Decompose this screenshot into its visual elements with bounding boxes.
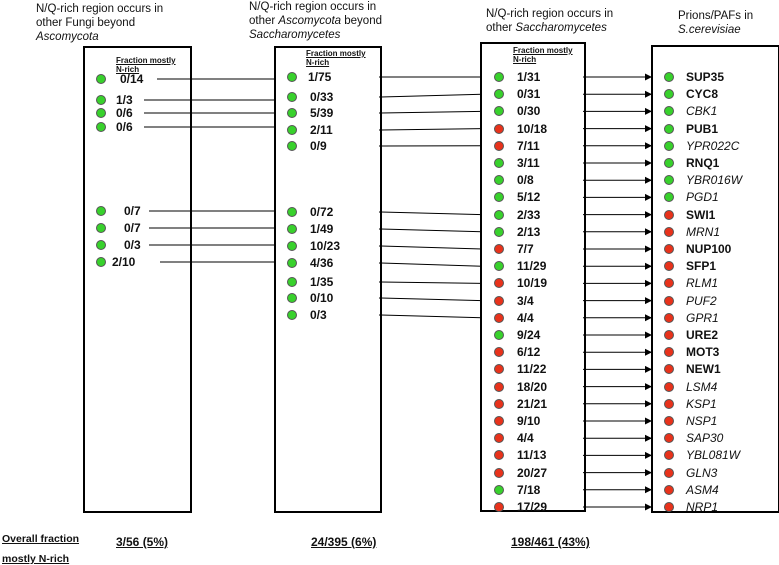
gene-name: RLM1: [686, 276, 719, 291]
col2-header-line1: N/Q-rich region occurs in: [249, 1, 377, 13]
col3-fraction-label: 9/24: [517, 328, 541, 342]
col2-fraction-label: 4/36: [310, 256, 334, 270]
col3-fraction-label: 17/29: [517, 500, 548, 514]
col3-header-line1: N/Q-rich region occurs in: [486, 8, 614, 20]
col3-dot: [494, 502, 504, 512]
col1-fraction-label: 0/7: [124, 204, 141, 218]
col2-fraction-label: 1/75: [308, 70, 332, 84]
gene-status-dot: [664, 210, 674, 220]
col3-fraction-label: 11/13: [517, 448, 547, 463]
col3-dot: [494, 330, 504, 340]
col3-dot: [494, 382, 504, 392]
col2-header-line2c: beyond: [341, 15, 382, 27]
col3-fraction-label: 11/22: [517, 362, 547, 377]
col3-fraction-label: 0/31: [517, 87, 541, 102]
col2-fraction-label: 1/35: [310, 275, 334, 289]
col2-dot: [287, 241, 297, 251]
col2-fraction-label: 1/49: [310, 222, 334, 236]
gene-status-dot: [664, 485, 674, 495]
col3-header-line2b: Saccharomycetes: [515, 22, 607, 34]
col2-fraction-label: 10/23: [310, 239, 341, 253]
col3-fraction-label: 0/8: [517, 173, 534, 188]
col4-header-line1: Prions/PAFs in: [678, 10, 754, 22]
col3-fraction-label: 10/19: [517, 276, 548, 291]
col1-fraction-label: 0/6: [116, 106, 133, 120]
gene-status-dot: [664, 330, 674, 340]
col3-fraction-header-line1: Fraction mostly: [513, 46, 573, 55]
col1-header-line1: N/Q-rich region occurs in: [36, 3, 164, 15]
col2-header-line2b: Ascomycota: [278, 15, 342, 27]
gene-name: YBL081W: [686, 448, 741, 463]
col2-dot: [287, 293, 297, 303]
gene-status-dot: [664, 141, 674, 151]
gene-name: YPR022C: [686, 138, 740, 153]
footer-label-line1: Overall fraction: [2, 533, 80, 545]
gene-status-dot: [664, 124, 674, 134]
gene-name: KSP1: [686, 396, 717, 411]
gene-name: SAP30: [686, 431, 724, 446]
col2-col3-connector: [379, 94, 482, 97]
col1-dot: [96, 240, 106, 250]
col3-header-line2a: other: [486, 22, 516, 34]
gene-name: CYC8: [686, 87, 719, 102]
col3-fraction-label: 7/7: [517, 242, 534, 256]
col3-fraction-label: 7/18: [517, 482, 541, 497]
col2-fraction-label: 5/39: [310, 106, 334, 120]
col3-fraction-label: 1/31: [517, 70, 541, 84]
col1-dot: [96, 122, 106, 132]
gene-name: ASM4: [686, 482, 719, 497]
col1-fraction-header-line2: N-rich: [116, 65, 140, 74]
col3-fraction-label: 10/18: [517, 121, 548, 136]
gene-status-dot: [664, 399, 674, 409]
col1-dot: [96, 257, 106, 267]
col3-fraction-label: 21/21: [517, 396, 548, 411]
col1-dot: [96, 95, 106, 105]
col1-header-line3: Ascomycota: [36, 31, 99, 43]
footer-label-line2: mostly N-rich: [2, 553, 70, 565]
gene-name: PGD1: [686, 190, 719, 205]
col2-header-line2a: other: [249, 15, 279, 27]
col1-fraction-header-line1: Fraction mostly: [116, 56, 176, 65]
col2-fraction-label: 0/10: [310, 291, 334, 305]
col1-fraction-label: 0/6: [116, 120, 133, 134]
gene-name: PUF2: [686, 293, 717, 308]
col1-dot: [96, 74, 106, 84]
col2-col3-connector: [379, 229, 482, 232]
col2-fraction-label: 0/3: [310, 308, 327, 322]
col1-dot: [96, 108, 106, 118]
col3-dot: [494, 244, 504, 254]
col2-fraction-header-line1: Fraction mostly: [306, 49, 366, 58]
gene-name: SFP1: [686, 259, 717, 274]
col3-total: 198/461 (43%): [511, 535, 590, 549]
col3-dot: [494, 141, 504, 151]
col1-header-line2: other Fungi beyond: [36, 17, 136, 29]
col3-fraction-label: 3/4: [517, 293, 534, 308]
col2-header-line3: Saccharomycetes: [249, 29, 341, 41]
col2-dot: [287, 141, 297, 151]
col3-dot: [494, 416, 504, 426]
col2-col3-connector: [379, 129, 482, 130]
gene-name: URE2: [686, 328, 719, 342]
col3-dot: [494, 227, 504, 237]
col3-fraction-header-line2: N-rich: [513, 55, 537, 64]
col3-dot: [494, 485, 504, 495]
col2-dot: [287, 277, 297, 287]
col3-fraction-label: 3/11: [517, 156, 540, 170]
gene-name: PUB1: [686, 121, 719, 136]
col2-col3-connector: [379, 111, 482, 113]
col3-dot: [494, 468, 504, 478]
gene-name: NUP100: [686, 242, 732, 256]
gene-status-dot: [664, 502, 674, 512]
col2-col3-connector: [379, 212, 482, 215]
col2-dot: [287, 258, 297, 268]
gene-status-dot: [664, 244, 674, 254]
gene-name: GLN3: [686, 465, 718, 480]
gene-name: MOT3: [686, 345, 720, 360]
gene-name: MRN1: [686, 224, 721, 239]
col4-header-line2: S.cerevisiae: [678, 24, 741, 36]
col2-dot: [287, 310, 297, 320]
gene-status-dot: [664, 296, 674, 306]
col3-fraction-label: 9/10: [517, 414, 541, 428]
col2-col3-connector: [379, 298, 482, 301]
col2-dot: [287, 92, 297, 102]
col3-fraction-label: 18/20: [517, 379, 548, 394]
gene-status-dot: [664, 72, 674, 82]
col2-col3-connector: [379, 315, 482, 318]
gene-status-dot: [664, 158, 674, 168]
col3-fraction-label: 6/12: [517, 345, 541, 360]
col2-dot: [287, 207, 297, 217]
gene-name: LSM4: [686, 379, 718, 394]
gene-status-dot: [664, 227, 674, 237]
col3-fraction-label: 5/12: [517, 190, 541, 205]
gene-name: YBR016W: [686, 173, 743, 188]
gene-status-dot: [664, 468, 674, 478]
col2-col3-connector: [379, 246, 482, 249]
col1-fraction-label: 0/7: [124, 221, 141, 235]
gene-name: NEW1: [686, 362, 721, 377]
gene-name: CBK1: [686, 104, 718, 119]
col3-fraction-label: 7/11: [517, 138, 540, 153]
col2-dot: [287, 108, 297, 118]
col1-total: 3/56 (5%): [116, 535, 169, 549]
col2-dot: [287, 125, 297, 135]
col3-dot: [494, 72, 504, 82]
gene-status-dot: [664, 382, 674, 392]
col2-fraction-label: 0/33: [310, 90, 334, 104]
gene-name: NRP1: [686, 500, 719, 514]
col3-fraction-label: 2/33: [517, 207, 541, 222]
col2-col3-connector: [379, 263, 482, 266]
col3-dot: [494, 296, 504, 306]
col3-fraction-label: 4/4: [517, 431, 534, 446]
col3-dot: [494, 158, 504, 168]
col3-fraction-label: 20/27: [517, 465, 548, 480]
gene-status-dot: [664, 416, 674, 426]
col1-fraction-label: 2/10: [112, 255, 136, 269]
col2-dot: [287, 72, 297, 82]
col3-dot: [494, 313, 504, 323]
col3-dot: [494, 399, 504, 409]
col3-dot: [494, 210, 504, 220]
gene-name: GPR1: [686, 310, 719, 325]
gene-name: RNQ1: [686, 156, 720, 170]
col2-dot: [287, 224, 297, 234]
col3-fraction-label: 0/30: [517, 104, 541, 119]
col2-fraction-label: 0/9: [310, 139, 327, 153]
col1-dot: [96, 223, 106, 233]
col3-fraction-label: 4/4: [517, 310, 534, 325]
col3-dot: [494, 124, 504, 134]
col1-dot: [96, 206, 106, 216]
col3-fraction-label: 11/29: [517, 259, 547, 274]
col2-total: 24/395 (6%): [311, 535, 377, 549]
gene-name: SWI1: [686, 207, 716, 222]
col2-fraction-header-line2: N-rich: [306, 58, 330, 67]
col2-col3-connector: [379, 282, 482, 283]
col3-fraction-label: 2/13: [517, 224, 541, 239]
col1-fraction-label: 1/3: [116, 93, 133, 107]
gene-status-dot: [664, 313, 674, 323]
gene-name: NSP1: [686, 414, 718, 428]
col2-fraction-label: 2/11: [310, 123, 333, 137]
col2-fraction-label: 0/72: [310, 205, 334, 219]
col1-fraction-label: 0/14: [120, 72, 144, 86]
gene-name: SUP35: [686, 70, 725, 84]
col1-fraction-label: 0/3: [124, 238, 141, 252]
